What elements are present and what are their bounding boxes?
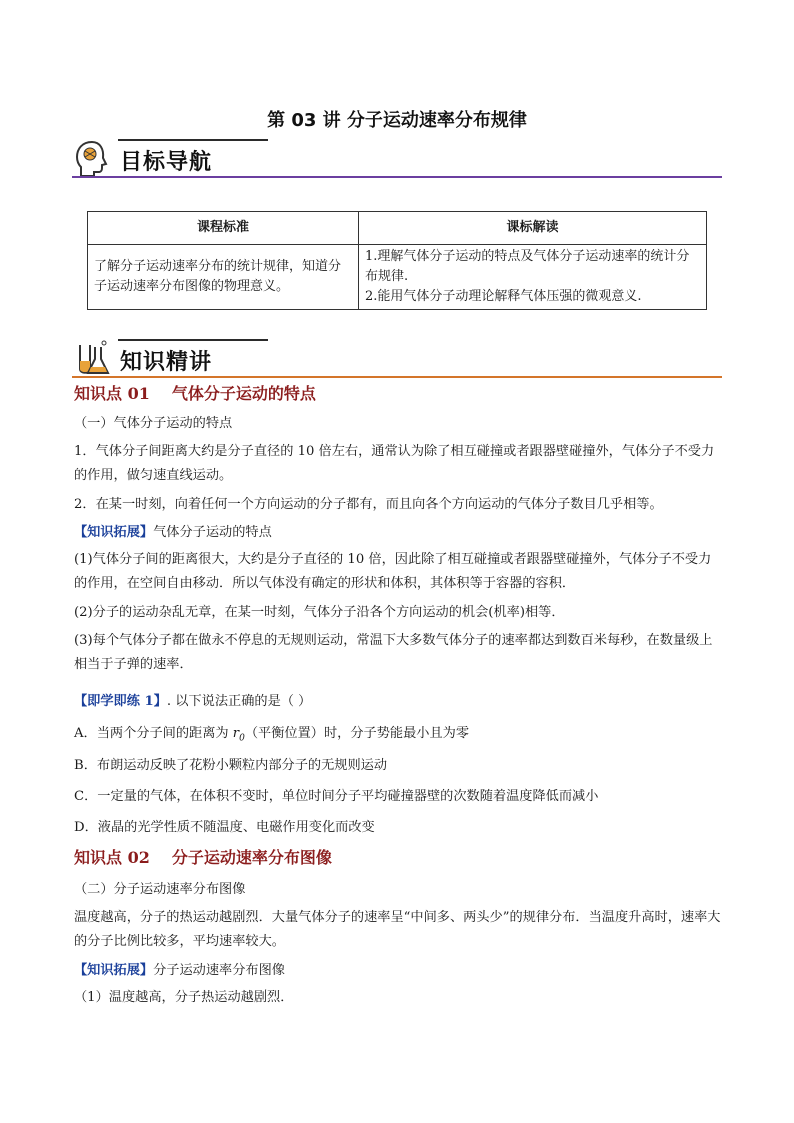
option-a-text: A．当两个分子间的距离为 (74, 726, 233, 741)
r0-symbol (232, 726, 245, 744)
knowledge-point-name: 气体分子运动的特点 (171, 384, 316, 403)
header-decoration-line (118, 139, 268, 141)
extension-tag: 【知识拓展】 (74, 963, 154, 978)
section-title-knowledge: 知识精讲 (120, 350, 213, 375)
table-header-cell: 课程标准 (88, 212, 359, 245)
standards-table (87, 211, 707, 310)
extension-heading (74, 521, 724, 545)
table-cell-interpretation (359, 245, 707, 310)
section-header-knowledge (72, 337, 722, 385)
r-subscript: 0 (239, 733, 245, 744)
interpretation-line: 2.能用气体分子动理论解释气体压强的微观意义. (365, 289, 642, 304)
paragraph: 1．气体分子间距离大约是分子直径的 10 倍左右，通常认为除了相互碰撞或者跟器壁碰撞外，气体分子不受力的作用，做匀速直线运动。 (74, 444, 715, 483)
extension-heading (74, 959, 724, 983)
exercise-question-text: . 以下说法正确的是（ ） (166, 694, 312, 709)
extension-tag: 【知识拓展】 (74, 525, 154, 540)
r-symbol: r (232, 726, 240, 741)
knowledge-point-name: 分子运动速率分布图像 (171, 848, 332, 867)
extension-title: 气体分子运动的特点 (153, 525, 272, 540)
table-header-row (88, 212, 707, 245)
table-row (88, 245, 707, 310)
extension-title: 分子运动速率分布图像 (153, 963, 285, 978)
paragraph: (2)分子的运动杂乱无章，在某一时刻，气体分子沿各个方向运动的机会(机率)相等． (74, 605, 565, 620)
paragraph: 2．在某一时刻，向着任何一个方向运动的分子都有，而且向各个方向运动的气体分子数目几乎相等。 (74, 497, 663, 512)
interpretation-line: 1.理解气体分子运动的特点及气体分子运动速率的统计分布规律. (365, 249, 690, 284)
option-c: C．一定量的气体，在体积不变时，单位时间分子平均碰撞器壁的次数随着温度降低而减小 (74, 789, 599, 804)
table-header-cell: 课标解读 (359, 212, 707, 245)
paragraph: (3)每个气体分子都在做永不停息的无规则运动，常温下大多数气体分子的速率都达到数百米每秒，在数量级上相当于子弹的速率． (74, 633, 713, 672)
exercise-tag: 【即学即练 1】 (74, 694, 167, 709)
table-cell-standard: 了解分子运动速率分布的统计规律，知道分子运动速率分布图像的物理意义。 (88, 245, 359, 310)
option-b: B．布朗运动反映了花粉小颗粒内部分子的无规则运动 (74, 758, 388, 773)
header-decoration-line (118, 339, 268, 341)
exercise-question (74, 690, 724, 714)
knowledge-point-title (74, 845, 332, 868)
subheading: （二）分子运动速率分布图像 (74, 882, 246, 897)
option-d: D．液晶的光学性质不随温度、电磁作用变化而改变 (74, 820, 375, 835)
flask-icon (74, 339, 110, 379)
knowledge-point-label: 知识点 02 (74, 848, 150, 867)
paragraph: (1)气体分子间的距离很大，大约是分子直径的 10 倍，因此除了相互碰撞或者跟器壁碰撞外，气体分子不受力的作用，在空间自由移动．所以气体没有确定的形状和体积，其体积等于容器的容积． (74, 552, 712, 591)
knowledge-point-label: 知识点 01 (74, 384, 150, 403)
section-header-goal (72, 137, 722, 185)
section-title-goal: 目标导航 (120, 150, 213, 175)
head-brain-icon (74, 139, 110, 179)
section-rule-goal (72, 176, 722, 178)
subheading: （一）气体分子运动的特点 (74, 416, 233, 431)
section-rule-knowledge (72, 376, 722, 378)
option-a-text: （平衡位置）时，分子势能最小且为零 (244, 726, 470, 741)
page-title: 第 03 讲 分子运动速率分布规律 (267, 110, 527, 131)
knowledge-point-title (74, 381, 316, 404)
paragraph: （1）温度越高，分子热运动越剧烈． (74, 990, 294, 1005)
paragraph: 温度越高，分子的热运动越剧烈．大量气体分子的速率呈“中间多、两头少”的规律分布．当温度升高时，速率大的分子比例比较多，平均速率较大。 (74, 910, 721, 949)
option-a (74, 722, 724, 751)
